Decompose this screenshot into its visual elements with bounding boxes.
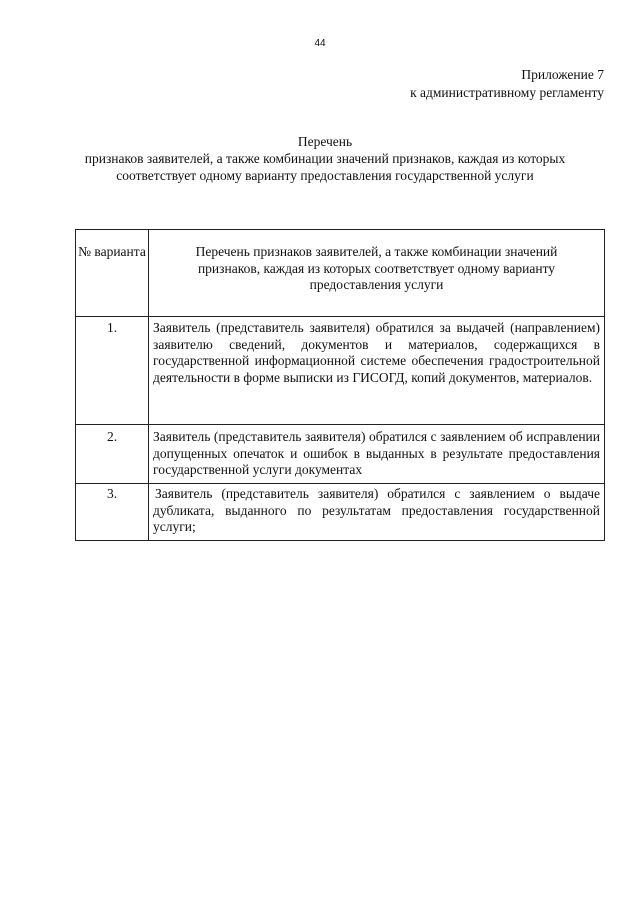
- table-row: [76, 317, 605, 425]
- variants-table: [75, 229, 605, 541]
- header-variant-number: № варианта: [76, 230, 149, 317]
- table-row: [76, 484, 605, 541]
- header-description: Перечень признаков заявителей, а также комбинации значений признаков, каждая из которых соответствует одному варианту предоставления услуги: [149, 230, 605, 317]
- variant-description: Заявитель (представитель заявителя) обратился с заявлением о выдаче дубликата, выданного по результатам предоставления государственной услуги;: [149, 484, 605, 541]
- variant-number: 1.: [76, 317, 149, 425]
- page-number: 44: [314, 38, 326, 49]
- variant-description: Заявитель (представитель заявителя) обратился с заявлением об исправлении допущенных опечаток и ошибок в выданных в результате предоставления государственной услуги документах: [149, 425, 605, 484]
- title-subheading: признаков заявителей, а также комбинации значений признаков, каждая из которых соответствует одному варианту предоставления государственной услуги: [84, 151, 566, 183]
- variant-number: 2.: [76, 425, 149, 484]
- appendix-reference: [410, 66, 604, 102]
- table-row: [76, 425, 605, 484]
- document-title: [60, 133, 590, 184]
- table-header-row: [76, 230, 605, 317]
- title-heading: Перечень: [297, 134, 353, 149]
- variant-description: Заявитель (представитель заявителя) обратился за выдачей (направлением) заявителю сведений, документов и материалов, содержащихся в государственной информационной системе обеспечения градостроительной деятельности в форме выписки из ГИСОГД, копий документов, материалов.: [149, 317, 605, 425]
- appendix-regulation: к административному регламенту: [410, 85, 604, 100]
- appendix-label: Приложение 7: [521, 67, 604, 82]
- variant-number: 3.: [76, 484, 149, 541]
